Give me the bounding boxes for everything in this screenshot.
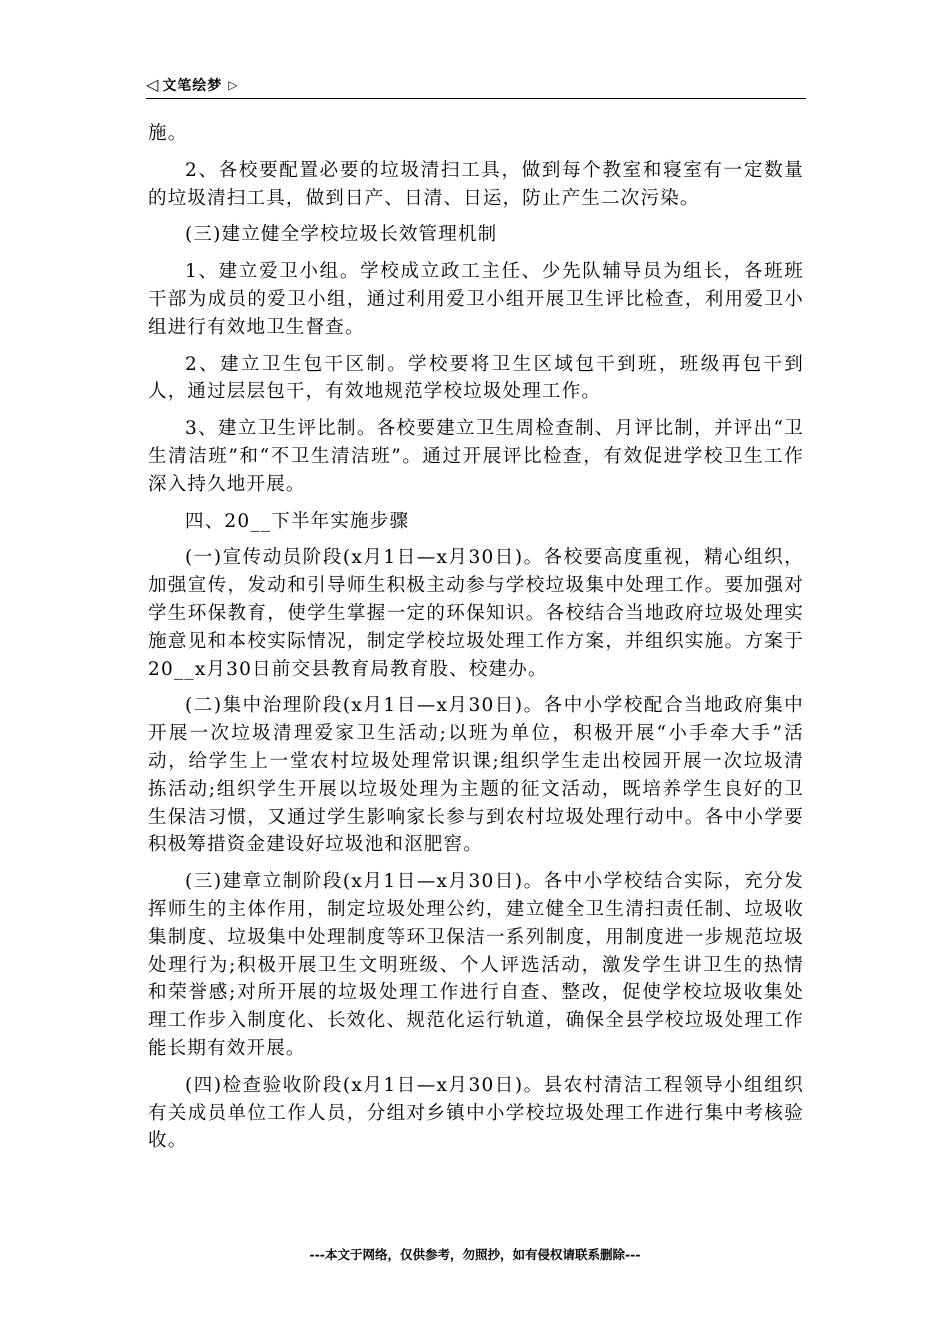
paragraph: (三)建章立制阶段(x月1日—x月30日)。各中小学校结合实际，充分发挥师生的主体作用，制定垃圾处理公约，建立健全卫生清扫责任制、垃圾收集制度、垃圾集中处理制度等环卫保洁一系列制度，用制度进一步规范垃圾处理行为;积极开展卫生文明班级、个人评选活动，激发学生讲卫生的热情和荣誉感;对所开展的垃圾处理工作进行自查、整改，促使学校垃圾收集处理工作步入制度化、长效化、规范化运行轨道，确保全县学校垃圾处理工作能长期有效开展。 [148, 871, 804, 1059]
header-divider [146, 98, 806, 99]
page-footer: ---本文于网络，仅供参考，勿照抄，如有侵权请联系删除--- [309, 1247, 641, 1262]
paragraph: 2、建立卫生包干区制。学校要将卫生区域包干到班，班级再包干到人，通过层层包干，有效地规范学校垃圾处理工作。 [148, 353, 804, 403]
paragraph: 施。 [148, 123, 188, 144]
document-body [148, 120, 804, 1164]
section-heading: (三)建立健全学校垃圾长效管理机制 [185, 224, 498, 246]
header-brand: 文笔绘梦 [162, 78, 223, 94]
section-heading: 四、20__下半年实施步骤 [185, 510, 410, 532]
triangle-right-icon: ▷ [228, 78, 238, 92]
paragraph: (一)宣传动员阶段(x月1日—x月30日)。各校要高度重视，精心组织，加强宣传，发动和引导师生积极主动参与学校垃圾集中处理工作。要加强对学生环保教育，使学生掌握一定的环保知识。各校结合当地政府垃圾处理实施意见和本校实际情况，制定学校垃圾处理工作方案，并组织实施。方案于20__x月30日前交县教育局教育股、校建办。 [148, 547, 804, 680]
paragraph: (四)检查验收阶段(x月1日—x月30日)。县农村清洁工程领导小组组织有关成员单位工作人员，分组对乡镇中小学校垃圾处理工作进行集中考核验收。 [148, 1074, 804, 1152]
paragraph: 3、建立卫生评比制。各校要建立卫生周检查制、月评比制，并评出“卫生清洁班”和“不卫生清洁班”。通过开展评比检查，有效促进学校卫生工作深入持久地开展。 [148, 418, 804, 495]
paragraph: 2、各校要配置必要的垃圾清扫工具，做到每个教室和寝室有一定数量的垃圾清扫工具，做到日产、日清、日运，防止产生二次污染。 [148, 159, 804, 209]
triangle-left-icon: ◁ [146, 75, 159, 94]
paragraph: (二)集中治理阶段(x月1日—x月30日)。各中小学校配合当地政府集中开展一次垃圾清理爱家卫生活动;以班为单位，积极开展“小手牵大手”活动，给学生上一堂农村垃圾处理常识课;组织学生走出校园开展一次垃圾清拣活动;组织学生开展以垃圾处理为主题的征文活动，既培养学生良好的卫生保洁习惯，又通过学生影响家长参与到农村垃圾处理行动中。各中小学要积极筹措资金建设好垃圾池和沤肥窖。 [148, 695, 804, 856]
page-header [146, 72, 806, 98]
paragraph: 1、建立爱卫小组。学校成立政工主任、少先队辅导员为组长，各班班干部为成员的爱卫小组，通过利用爱卫小组开展卫生评比检查，利用爱卫小组进行有效地卫生督查。 [148, 261, 804, 338]
